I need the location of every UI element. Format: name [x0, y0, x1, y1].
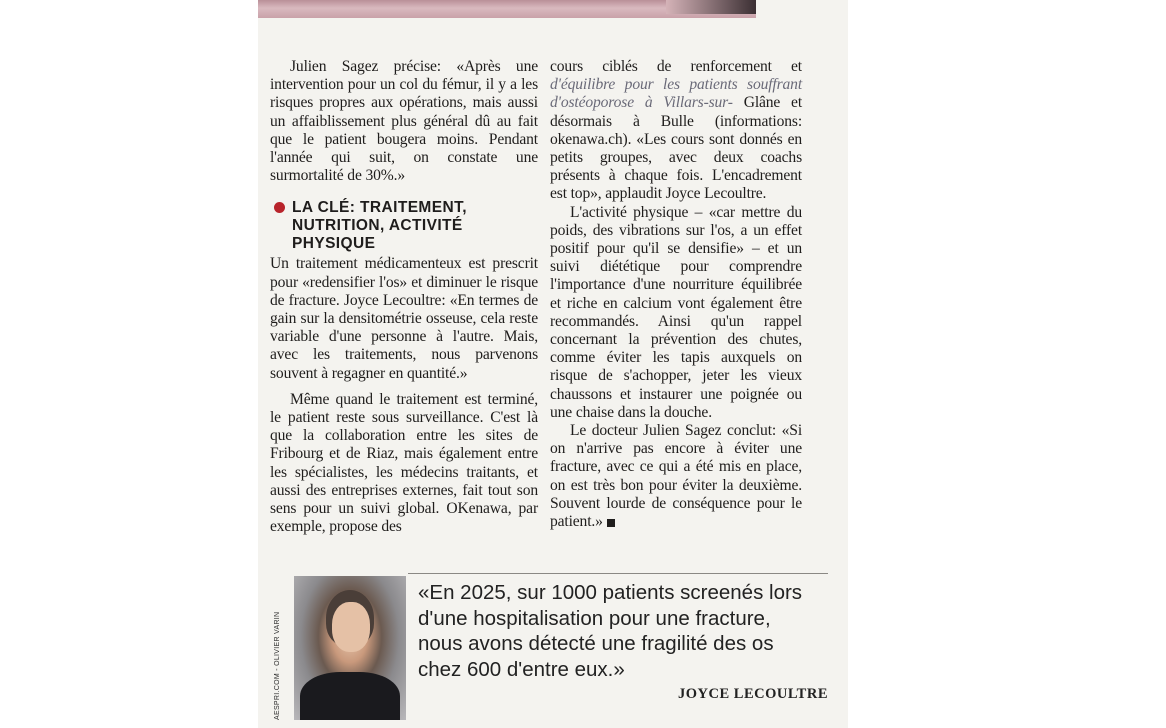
article-text-faded: d'équilibre pour les patients souffrant d'ostéoporose à Villars-sur- [550, 76, 802, 112]
article-left-column [270, 58, 538, 536]
article-paragraph [550, 58, 802, 204]
article-text: cours ciblés de renforcement et [550, 58, 802, 75]
portrait-photo [294, 576, 406, 720]
article-text: Le docteur Julien Sagez conclut: «Si on n'arrive pas encore à éviter une fracture, avec ce qui a été mis en place, on est très bon pour éviter la deuxième. Souvent lourde de conséquence pour le patient.» [550, 422, 802, 531]
article-text: Glâne et désormais à Bulle (informations: okenawa.ch). «Les cours sont donnés en petits groupes, avec deux coachs présents à chaque fois. L'encadrement est top», applaudit Joyce Lecoultre. [550, 94, 802, 203]
section-subhead [270, 199, 538, 253]
article-right-column [550, 58, 802, 531]
article-paragraph: Même quand le traitement est terminé, le patient reste sous surveillance. C'est là que la collaboration entre les sites de Fribourg et de Riaz, mais également entre les spécialistes, les médecins traitants, et aussi des entreprises externes, fait tout son sens pour un suivi global. OKenawa, par exemple, propose des [270, 390, 538, 536]
divider [408, 573, 828, 574]
photo-credit: AESPRI.COM - OLIVIER VARIN [274, 611, 281, 720]
article-paragraph: Un traitement médicamenteux est prescrit pour «redensifier l'os» et diminuer le risque de fracture. Joyce Lecoultre: «En termes de gain sur la densitométrie osseuse, cela reste variable d'une personne à l'autre. Mais, avec les traitements, nous parvenons souvent à regagner en quantité.» [270, 255, 538, 382]
newspaper-page [258, 0, 848, 728]
end-of-article-icon [607, 519, 615, 527]
article-paragraph: Julien Sagez précise: «Après une intervention pour un col du fémur, il y a les risques propres aux opérations, mais aussi un affaiblissement plus général dû au fait que le patient bougera moins. Pendant l'année qui suit, on constate une surmortalité de 30%.» [270, 58, 538, 185]
red-bullet-icon [274, 202, 285, 213]
quote-author: JOYCE LECOULTRE [678, 686, 828, 702]
top-photo-strip [258, 0, 756, 18]
article-paragraph: L'activité physique – «car mettre du poids, des vibrations sur l'os, a un effet positif pour qu'il se densifie» – et un suivi diététique pour comprendre l'importance d'une nourriture équilibrée et riche en calcium vont également être recommandés. Ainsi qu'un rappel concernant la prévention des chutes, comme éviter les tapis auxquels on risque de s'achopper, jeter les vieux chaussons et instaurer une poignée ou une chaise dans la douche. [550, 203, 802, 421]
article-paragraph [550, 422, 802, 531]
subhead-text: LA CLÉ: TRAITEMENT, NUTRITION, ACTIVITÉ PHYSIQUE [292, 199, 467, 253]
pull-quote: «En 2025, sur 1000 patients screenés lors d'une hospitalisation pour une fracture, nous avons détecté une fragilité des os chez 600 d'entre eux.» [418, 581, 803, 681]
